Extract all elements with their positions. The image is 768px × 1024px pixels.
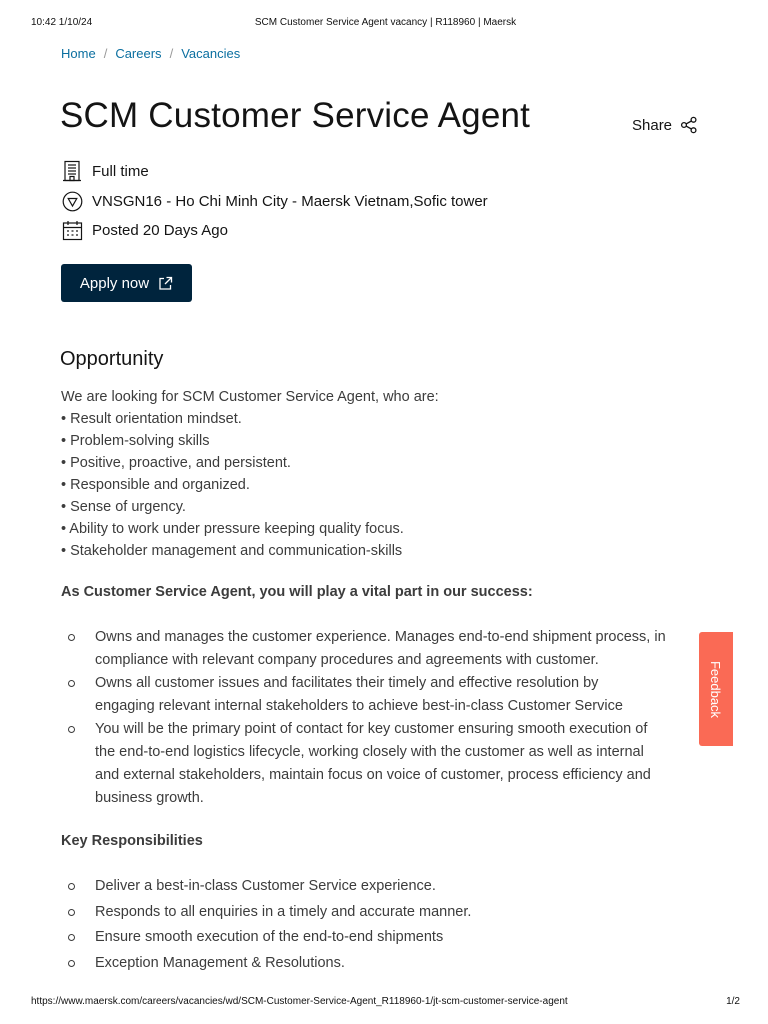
employment-type-row — [61, 160, 149, 182]
print-url: https://www.maersk.com/careers/vacancies/wd/SCM-Customer-Service-Agent_R118960-1/jt-scm-customer-service-agent — [31, 996, 568, 1007]
employment-type: Full time — [92, 162, 149, 180]
list-item — [61, 672, 701, 718]
circle-bullet-icon — [68, 960, 75, 967]
breadcrumb-separator: / — [169, 46, 174, 61]
circle-bullet-icon — [68, 909, 75, 916]
list-item-line: business growth. — [95, 790, 204, 806]
list-item — [61, 718, 701, 810]
intro-line: We are looking for SCM Customer Service Agent, who are: — [61, 389, 439, 405]
list-item-line: compliance with relevant company procedures and agreements with customer. — [95, 652, 599, 668]
intro-line: • Ability to work under pressure keeping quality focus. — [61, 521, 404, 537]
breadcrumb-vacancies-link[interactable]: Vacancies — [181, 46, 241, 61]
breadcrumb — [61, 46, 240, 61]
location-row — [61, 190, 488, 212]
share-button[interactable] — [632, 116, 698, 134]
list-item-line: the end-to-end logistics lifecycle, working closely with the customer as well as internal — [95, 744, 644, 760]
opportunity-intro — [61, 386, 701, 562]
apply-now-label: Apply now — [79, 274, 150, 292]
list-item-text: Responds to all enquiries in a timely and accurate manner. — [95, 903, 472, 920]
intro-line: • Problem-solving skills — [61, 433, 210, 449]
location-pin-icon — [61, 190, 83, 212]
job-title: SCM Customer Service Agent — [60, 96, 531, 135]
list-item-text: Exception Management & Resolutions. — [95, 954, 345, 971]
location-text: VNSGN16 - Ho Chi Minh City - Maersk Vietnam,Sofic tower — [92, 192, 488, 210]
breadcrumb-home-link[interactable]: Home — [61, 46, 96, 61]
print-footer — [31, 996, 740, 1010]
circle-bullet-icon — [68, 883, 75, 890]
list-item — [61, 926, 701, 949]
list-item-line: You will be the primary point of contact for key customer ensuring smooth execution of — [95, 721, 648, 737]
role-list — [61, 626, 701, 810]
print-page-title: SCM Customer Service Agent vacancy | R118960 | Maersk — [254, 17, 517, 28]
intro-line: • Positive, proactive, and persistent. — [61, 455, 291, 471]
circle-bullet-icon — [68, 634, 75, 641]
list-item-text: Deliver a best-in-class Customer Service experience. — [95, 878, 436, 894]
intro-line: • Result orientation mindset. — [61, 411, 242, 427]
breadcrumb-separator: / — [103, 46, 108, 61]
feedback-tab[interactable] — [699, 632, 733, 746]
intro-line: • Responsible and organized. — [61, 477, 250, 493]
list-item-line: Owns all customer issues and facilitates their timely and effective resolution by — [95, 675, 599, 691]
share-icon — [680, 116, 698, 134]
print-page-number: 1/2 — [726, 996, 740, 1007]
responsibilities-heading: Key Responsibilities — [61, 833, 203, 849]
intro-line: • Stakeholder management and communication-skills — [61, 543, 403, 559]
print-header — [31, 17, 740, 31]
list-item — [61, 952, 701, 975]
breadcrumb-careers-link[interactable]: Careers — [115, 46, 162, 61]
posted-date: Posted 20 Days Ago — [92, 221, 228, 239]
list-item — [61, 626, 701, 672]
responsibilities-list — [61, 875, 701, 977]
list-item-line: and external stakeholders, maintain focus on voice of customer, process efficiency and — [95, 767, 651, 783]
apply-now-button[interactable] — [61, 264, 192, 302]
print-datetime: 10:42 1/10/24 — [31, 17, 93, 28]
posted-row — [61, 219, 228, 241]
building-icon — [61, 160, 83, 182]
list-item-line: Owns and manages the customer experience. Manages end-to-end shipment process, in — [95, 629, 666, 645]
share-label: Share — [632, 116, 673, 134]
list-item-line: engaging relevant internal stakeholders to achieve best-in-class Customer Service — [95, 698, 623, 714]
list-item-text: Ensure smooth execution of the end-to-end shipments — [95, 929, 444, 945]
opportunity-heading: Opportunity — [60, 348, 164, 370]
list-item — [61, 901, 701, 924]
circle-bullet-icon — [68, 934, 75, 941]
external-link-icon — [158, 276, 173, 291]
intro-line: • Sense of urgency. — [61, 499, 186, 515]
feedback-label: Feedback — [708, 660, 724, 718]
role-heading: As Customer Service Agent, you will play a vital part in our success: — [61, 584, 533, 600]
list-item — [61, 875, 701, 898]
circle-bullet-icon — [68, 726, 75, 733]
circle-bullet-icon — [68, 680, 75, 687]
calendar-icon — [61, 219, 83, 241]
